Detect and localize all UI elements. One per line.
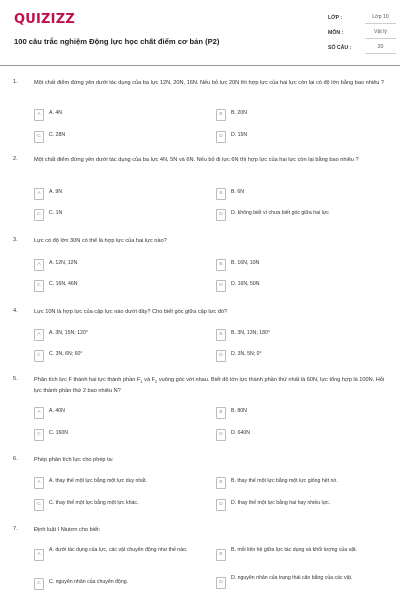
option-text: C. 1N <box>49 210 63 216</box>
option-text: C. nguyên nhân của chuyển động. <box>49 579 129 585</box>
option-a[interactable] <box>34 477 204 493</box>
option-b[interactable] <box>216 407 386 423</box>
worksheet-title: 100 câu trắc nghiệm Động lực học chất điểm cơ bản (P2) <box>14 37 220 46</box>
option-c[interactable] <box>34 280 204 296</box>
meta-row-grade <box>328 12 400 27</box>
option-letter: D <box>216 350 226 362</box>
option-text: D. 640N <box>231 430 251 436</box>
option-letter: B <box>216 549 226 561</box>
option-d[interactable] <box>216 280 386 296</box>
option-c[interactable] <box>34 131 204 147</box>
option-letter: C <box>34 578 44 590</box>
worksheet-meta <box>328 12 400 57</box>
meta-value-subject: Vật lý <box>365 27 396 39</box>
question-number: 3. <box>13 237 18 243</box>
question-text: Một chất điểm đứng yên dưới tác dụng của ba lực 12N, 20N, 16N. Nếu bỏ lực 20N thì hợp lực của hai lực còn lại có độ lớn bằng bao nhiêu ? <box>34 80 385 86</box>
option-text: A. thay thế một lực bằng một lực duy nhất. <box>49 478 148 484</box>
option-letter: A <box>34 259 44 271</box>
question-text-part: vuông góc với nhau. Biết độ lớn lực thành phần thứ nhất là 60N, lực tổng hợp là 100N. Hỏi lực thành phần thứ 2 bao nhiêu N? <box>34 377 385 394</box>
question-text: Một chất điểm đứng yên dưới tác dụng của ba lực 4N, 5N và 6N. Nếu bỏ đi lực 6N thì hợp lực của hai lực còn lại bằng bao nhiêu ? <box>34 157 359 163</box>
option-text: D. 3N, 5N; 0° <box>231 351 262 357</box>
option-b[interactable] <box>216 329 386 345</box>
option-b[interactable] <box>216 477 386 493</box>
question-text: Lực có độ lớn 30N có thể là hợp lực của hai lực nào? <box>34 238 167 244</box>
option-letter: A <box>34 477 44 489</box>
option-text: C. 16N, 46N <box>49 281 78 287</box>
option-letter: B <box>216 407 226 419</box>
option-letter: B <box>216 329 226 341</box>
option-letter: D <box>216 499 226 511</box>
meta-row-question-count <box>328 42 400 57</box>
question-text-part: và F <box>142 377 156 383</box>
option-text: C. 3N, 6N; 60° <box>49 351 83 357</box>
option-letter: C <box>34 131 44 143</box>
quizizz-logo: QUIZIZZ <box>14 12 75 27</box>
option-d[interactable] <box>216 574 386 590</box>
option-text: A. 4N <box>49 110 62 116</box>
question-text: Lực 10N là hợp lực của cặp lực nào dưới đây? Cho biết góc giữa cặp lực đó? <box>34 309 228 315</box>
option-letter: A <box>34 109 44 121</box>
option-d[interactable] <box>216 429 386 445</box>
question-text: Phép phân tích lực cho phép ta: <box>34 457 114 463</box>
option-text: B. 80N <box>231 408 247 414</box>
option-c[interactable] <box>34 350 204 366</box>
option-letter: B <box>216 109 226 121</box>
option-text: B. 3N, 13N; 180° <box>231 330 270 336</box>
meta-value-grade: Lớp 10 <box>365 12 396 24</box>
option-letter: B <box>216 188 226 200</box>
option-text: D. thay thế một lực bằng hai hay nhiều lực. <box>231 500 331 506</box>
option-letter: B <box>216 477 226 489</box>
option-text: D. 15N <box>231 132 248 138</box>
question-number: 2. <box>13 156 18 162</box>
question-text <box>34 376 386 395</box>
option-c[interactable] <box>34 578 204 594</box>
meta-label: MÔN : <box>328 30 344 36</box>
option-a[interactable] <box>34 259 204 275</box>
option-text: A. 40N <box>49 408 65 414</box>
question-number: 1. <box>13 79 18 85</box>
option-text: A. 12N, 12N <box>49 260 78 266</box>
option-d[interactable] <box>216 499 386 515</box>
option-text: B. thay thế một lực bằng một lực giống hệt nó. <box>231 478 338 484</box>
option-letter: D <box>216 280 226 292</box>
option-text: C. 28N <box>49 132 66 138</box>
option-text: B. mối liên hệ giữa lực tác dụng và khối lượng của vật. <box>231 547 357 553</box>
option-letter: C <box>34 499 44 511</box>
question-text: Định luật I Niutơn cho biết: <box>34 527 101 533</box>
option-text: A. 3N, 15N; 120° <box>49 330 88 336</box>
option-c[interactable] <box>34 429 204 445</box>
option-letter: A <box>34 549 44 561</box>
option-letter: C <box>34 350 44 362</box>
question-text-part: Phân tích lực F thành hai lực thành phần F <box>34 377 141 383</box>
option-text: D. nguyên nhân của trạng thái cân bằng của các vật. <box>231 575 353 581</box>
option-letter: A <box>34 188 44 200</box>
question-number: 7. <box>13 526 18 532</box>
option-d[interactable] <box>216 131 386 147</box>
option-text: C. 160N <box>49 430 69 436</box>
meta-label: LỚP : <box>328 15 343 21</box>
option-letter: A <box>34 407 44 419</box>
question-number: 5. <box>13 376 18 382</box>
subscript: 2 <box>155 379 158 385</box>
option-letter: D <box>216 131 226 143</box>
option-text: D. không biết vì chưa biết góc giữa hai lực <box>231 210 329 216</box>
option-text: A. 9N <box>49 189 62 195</box>
option-letter: C <box>34 280 44 292</box>
option-b[interactable] <box>216 546 386 562</box>
meta-row-subject <box>328 27 400 42</box>
option-letter: A <box>34 329 44 341</box>
meta-label: SỐ CÂU : <box>328 45 352 51</box>
option-letter: B <box>216 259 226 271</box>
option-b[interactable] <box>216 259 386 275</box>
option-text: C. thay thế một lực bằng một lực khác. <box>49 500 139 506</box>
question-number: 6. <box>13 456 18 462</box>
subscript: 1 <box>140 379 143 385</box>
option-text: B. 20N <box>231 110 247 116</box>
option-b[interactable] <box>216 188 386 204</box>
option-a[interactable] <box>34 188 204 204</box>
worksheet-header <box>14 12 389 60</box>
option-letter: D <box>216 209 226 221</box>
option-a[interactable] <box>34 329 204 345</box>
option-text: D. 16N, 50N <box>231 281 260 287</box>
option-letter: C <box>34 429 44 441</box>
option-d[interactable] <box>216 209 386 225</box>
option-c[interactable] <box>34 209 204 225</box>
header-divider <box>0 65 400 66</box>
question-number: 4. <box>13 308 18 314</box>
option-a[interactable] <box>34 109 204 125</box>
option-text: B. 16N, 10N <box>231 260 260 266</box>
option-letter: D <box>216 577 226 589</box>
option-b[interactable] <box>216 109 386 125</box>
option-d[interactable] <box>216 350 386 366</box>
option-c[interactable] <box>34 499 204 515</box>
option-text: A. dưới tác dụng của lực, các vật chuyển động như thế nào. <box>49 547 188 553</box>
option-text: B. 6N <box>231 189 244 195</box>
option-letter: D <box>216 429 226 441</box>
option-a[interactable] <box>34 546 204 562</box>
meta-value-question-count: 20 <box>365 42 396 54</box>
option-letter: C <box>34 209 44 221</box>
option-a[interactable] <box>34 407 204 423</box>
